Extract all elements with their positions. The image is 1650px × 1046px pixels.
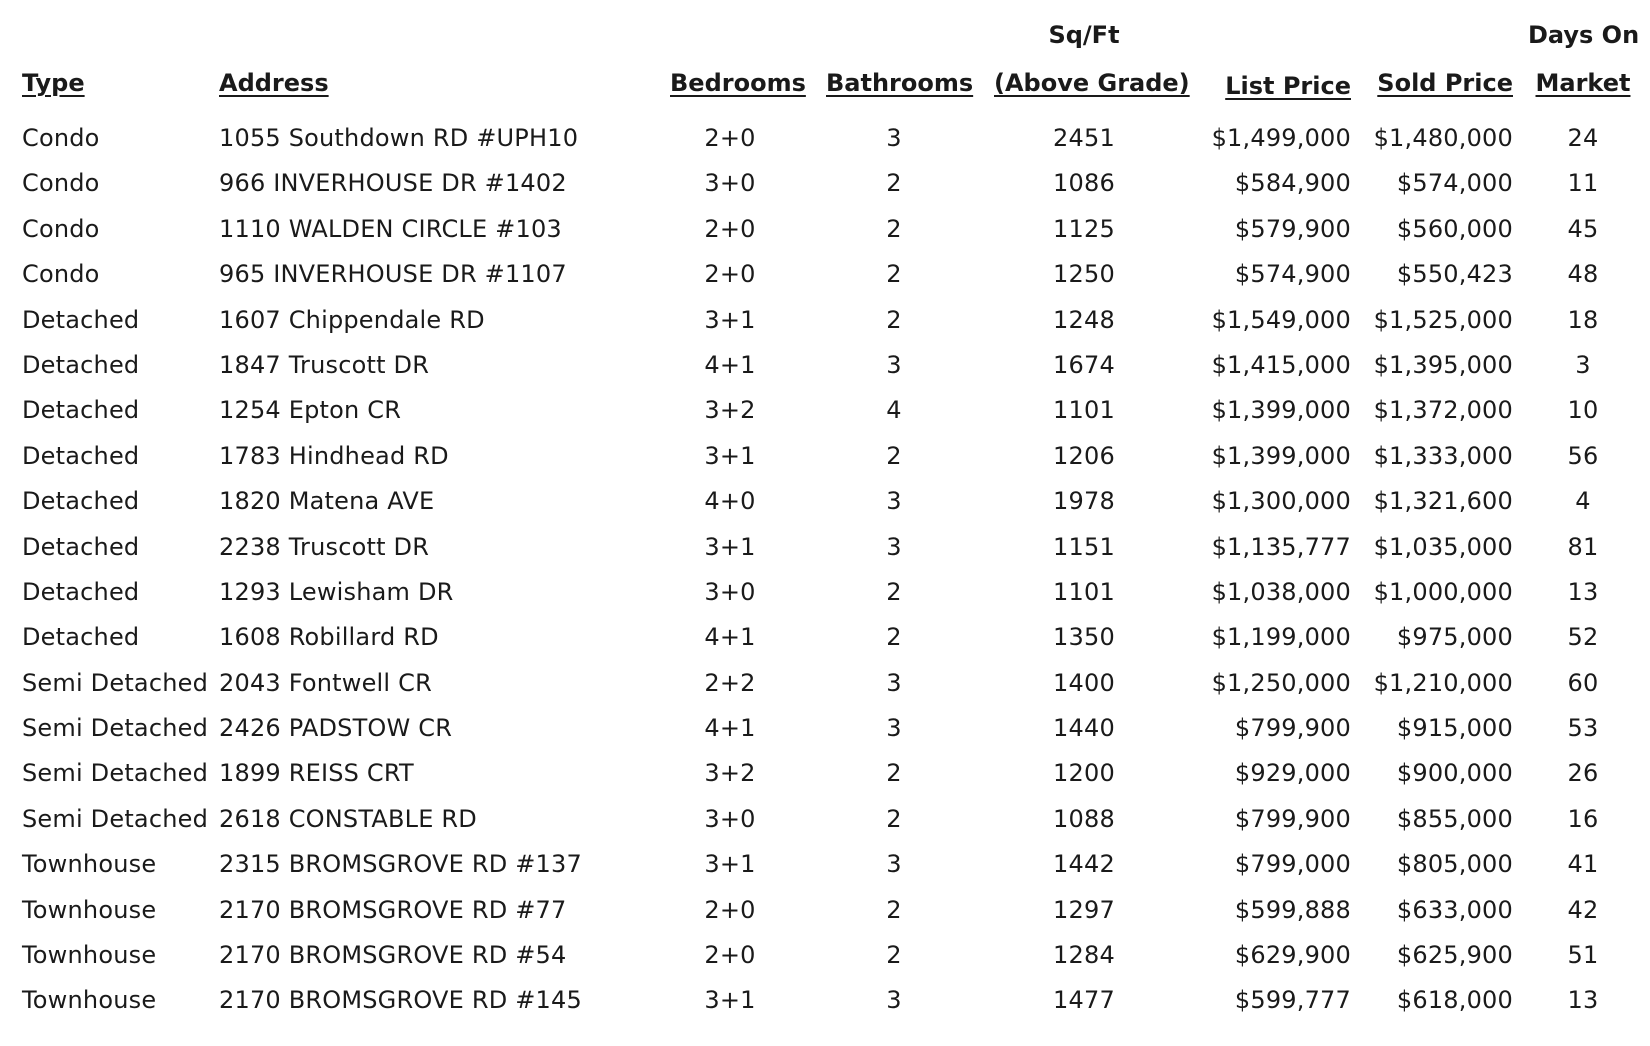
header-dom-line2: Market — [1535, 69, 1631, 97]
cell-list-price: $1,300,000 — [1211, 487, 1351, 516]
cell-list-price: $799,900 — [1234, 714, 1351, 743]
cell-bedrooms: 4+1 — [704, 714, 756, 743]
cell-bathrooms: 2 — [886, 804, 902, 833]
cell-address: 2043 Fontwell CR — [219, 668, 432, 697]
cell-bedrooms: 2+0 — [704, 895, 756, 924]
cell-address: 965 INVERHOUSE DR #1107 — [219, 260, 567, 289]
cell-bedrooms: 3+1 — [704, 532, 756, 561]
cell-bathrooms: 3 — [886, 350, 902, 379]
cell-sqft: 1442 — [1053, 850, 1115, 879]
table-row — [0, 207, 1650, 252]
header-sqft-line2: (Above Grade) — [994, 69, 1190, 97]
cell-days-on-market: 24 — [1567, 124, 1599, 152]
table-row — [0, 933, 1650, 978]
cell-sold-price: $560,000 — [1396, 214, 1513, 243]
cell-sold-price: $1,480,000 — [1373, 124, 1513, 152]
cell-sqft: 1250 — [1053, 260, 1115, 289]
cell-sqft: 1400 — [1053, 668, 1115, 697]
cell-sqft: 1151 — [1053, 532, 1115, 561]
cell-bedrooms: 2+0 — [704, 214, 756, 243]
cell-sold-price: $1,525,000 — [1373, 305, 1513, 334]
cell-sqft: 1088 — [1053, 804, 1115, 833]
cell-sold-price: $618,000 — [1396, 986, 1513, 1015]
cell-sold-price: $550,423 — [1396, 260, 1513, 289]
cell-type: Detached — [22, 487, 140, 516]
cell-bedrooms: 2+0 — [704, 260, 756, 289]
cell-sqft: 1284 — [1053, 941, 1115, 970]
cell-address: 2315 BROMSGROVE RD #137 — [219, 850, 582, 879]
header-address: Address — [219, 69, 329, 97]
cell-list-price: $1,499,000 — [1211, 124, 1351, 152]
header-sold-price: Sold Price — [1377, 69, 1513, 97]
cell-bathrooms: 3 — [886, 714, 902, 743]
cell-sold-price: $574,000 — [1396, 169, 1513, 198]
cell-bathrooms: 2 — [886, 895, 902, 924]
table-row — [0, 525, 1650, 570]
cell-list-price: $579,900 — [1234, 214, 1351, 243]
cell-address: 2170 BROMSGROVE RD #54 — [219, 941, 567, 970]
cell-type: Detached — [22, 350, 140, 379]
cell-list-price: $584,900 — [1234, 169, 1351, 198]
cell-bathrooms: 2 — [886, 441, 902, 470]
cell-list-price: $1,549,000 — [1211, 305, 1351, 334]
cell-address: 1847 Truscott DR — [219, 350, 430, 379]
cell-days-on-market: 13 — [1567, 986, 1599, 1015]
cell-bathrooms: 3 — [886, 532, 902, 561]
table-row — [0, 842, 1650, 887]
cell-sqft: 1101 — [1053, 396, 1115, 425]
cell-sold-price: $805,000 — [1396, 850, 1513, 879]
table-row — [0, 751, 1650, 796]
cell-bedrooms: 3+0 — [704, 804, 756, 833]
table-row — [0, 706, 1650, 751]
cell-days-on-market: 10 — [1567, 396, 1599, 425]
cell-sqft: 1125 — [1053, 214, 1115, 243]
cell-sold-price: $900,000 — [1396, 759, 1513, 788]
table-row — [0, 298, 1650, 343]
cell-sqft: 1674 — [1053, 350, 1115, 379]
cell-bedrooms: 4+1 — [704, 350, 756, 379]
cell-days-on-market: 18 — [1567, 305, 1599, 334]
cell-bedrooms: 2+2 — [704, 668, 756, 697]
cell-list-price: $799,900 — [1234, 804, 1351, 833]
cell-days-on-market: 81 — [1567, 532, 1599, 561]
cell-bathrooms: 3 — [886, 850, 902, 879]
cell-type: Condo — [22, 124, 100, 152]
cell-address: 1110 WALDEN CIRCLE #103 — [219, 214, 562, 243]
cell-sold-price: $1,000,000 — [1373, 577, 1513, 606]
header-list-price: List Price — [1225, 72, 1351, 100]
cell-bedrooms: 3+2 — [704, 759, 756, 788]
cell-list-price: $1,135,777 — [1211, 532, 1351, 561]
cell-days-on-market: 51 — [1567, 941, 1599, 970]
cell-days-on-market: 42 — [1567, 895, 1599, 924]
table-row — [0, 434, 1650, 479]
cell-bathrooms: 2 — [886, 941, 902, 970]
cell-bedrooms: 2+0 — [704, 941, 756, 970]
cell-bedrooms: 4+1 — [704, 623, 756, 652]
cell-bathrooms: 3 — [886, 986, 902, 1015]
cell-bathrooms: 2 — [886, 623, 902, 652]
cell-days-on-market: 4 — [1575, 487, 1591, 516]
cell-bedrooms: 3+1 — [704, 986, 756, 1015]
cell-type: Semi Detached — [22, 668, 209, 697]
cell-bedrooms: 3+2 — [704, 396, 756, 425]
cell-bathrooms: 2 — [886, 577, 902, 606]
cell-type: Detached — [22, 396, 140, 425]
cell-sold-price: $1,210,000 — [1373, 668, 1513, 697]
cell-bathrooms: 3 — [886, 124, 902, 152]
cell-sqft: 1297 — [1053, 895, 1115, 924]
cell-sold-price: $1,333,000 — [1373, 441, 1513, 470]
cell-list-price: $1,399,000 — [1211, 396, 1351, 425]
cell-list-price: $1,199,000 — [1211, 623, 1351, 652]
table-row — [0, 797, 1650, 842]
cell-bathrooms: 3 — [886, 487, 902, 516]
cell-type: Semi Detached — [22, 759, 209, 788]
cell-sold-price: $1,321,600 — [1373, 487, 1513, 516]
cell-days-on-market: 16 — [1567, 804, 1599, 833]
cell-bathrooms: 2 — [886, 305, 902, 334]
cell-type: Semi Detached — [22, 714, 209, 743]
cell-list-price: $599,777 — [1234, 986, 1351, 1015]
table-row — [0, 615, 1650, 660]
table-row — [0, 161, 1650, 206]
cell-address: 2426 PADSTOW CR — [219, 714, 453, 743]
header-bathrooms: Bathrooms — [826, 69, 974, 97]
table-body — [0, 116, 1650, 1024]
cell-bedrooms: 3+1 — [704, 441, 756, 470]
cell-sold-price: $625,900 — [1396, 941, 1513, 970]
cell-bedrooms: 3+0 — [704, 169, 756, 198]
cell-type: Detached — [22, 577, 140, 606]
table-row — [0, 661, 1650, 706]
cell-sqft: 1248 — [1053, 305, 1115, 334]
cell-sqft: 1206 — [1053, 441, 1115, 470]
cell-sqft: 1440 — [1053, 714, 1115, 743]
cell-type: Townhouse — [22, 986, 157, 1015]
cell-address: 2170 BROMSGROVE RD #77 — [219, 895, 567, 924]
cell-address: 1820 Matena AVE — [219, 487, 435, 516]
cell-address: 2618 CONSTABLE RD — [219, 804, 477, 833]
cell-list-price: $599,888 — [1234, 895, 1351, 924]
cell-sqft: 1200 — [1053, 759, 1115, 788]
cell-bathrooms: 2 — [886, 169, 902, 198]
cell-sqft: 1978 — [1053, 487, 1115, 516]
cell-type: Detached — [22, 441, 140, 470]
cell-sold-price: $975,000 — [1396, 623, 1513, 652]
cell-list-price: $1,399,000 — [1211, 441, 1351, 470]
cell-days-on-market: 48 — [1567, 260, 1599, 289]
header-bedrooms: Bedrooms — [670, 69, 806, 97]
cell-address: 1254 Epton CR — [219, 396, 402, 425]
cell-list-price: $1,038,000 — [1211, 577, 1351, 606]
cell-address: 1055 Southdown RD #UPH10 — [219, 124, 579, 152]
header-sqft-line1: Sq/Ft — [1048, 21, 1120, 49]
cell-bedrooms: 3+1 — [704, 850, 756, 879]
cell-address: 1899 REISS CRT — [219, 759, 414, 788]
cell-list-price: $1,250,000 — [1211, 668, 1351, 697]
cell-type: Townhouse — [22, 895, 157, 924]
cell-type: Condo — [22, 260, 100, 289]
cell-list-price: $1,415,000 — [1211, 350, 1351, 379]
cell-sqft: 1086 — [1053, 169, 1115, 198]
table-row — [0, 252, 1650, 297]
cell-sold-price: $1,395,000 — [1373, 350, 1513, 379]
cell-bathrooms: 2 — [886, 214, 902, 243]
cell-bathrooms: 4 — [886, 396, 902, 425]
cell-bedrooms: 3+1 — [704, 305, 756, 334]
cell-bathrooms: 2 — [886, 759, 902, 788]
cell-sold-price: $1,035,000 — [1373, 532, 1513, 561]
cell-days-on-market: 41 — [1567, 850, 1599, 879]
cell-days-on-market: 53 — [1567, 714, 1599, 743]
cell-bedrooms: 4+0 — [704, 487, 756, 516]
header-type: Type — [22, 69, 85, 97]
cell-type: Townhouse — [22, 850, 157, 879]
cell-type: Detached — [22, 623, 140, 652]
table-row — [0, 570, 1650, 615]
cell-type: Condo — [22, 169, 100, 198]
cell-address: 966 INVERHOUSE DR #1402 — [219, 169, 567, 198]
cell-days-on-market: 56 — [1567, 441, 1599, 470]
cell-address: 1783 Hindhead RD — [219, 441, 449, 470]
cell-sqft: 1477 — [1053, 986, 1115, 1015]
cell-bedrooms: 2+0 — [704, 124, 756, 152]
cell-address: 1608 Robillard RD — [219, 623, 439, 652]
cell-days-on-market: 11 — [1567, 169, 1599, 198]
cell-sqft: 1101 — [1053, 577, 1115, 606]
cell-bathrooms: 3 — [886, 668, 902, 697]
table-row — [0, 388, 1650, 433]
cell-list-price: $629,900 — [1234, 941, 1351, 970]
cell-sold-price: $1,372,000 — [1373, 396, 1513, 425]
cell-days-on-market: 45 — [1567, 214, 1599, 243]
cell-list-price: $929,000 — [1234, 759, 1351, 788]
table-row — [0, 978, 1650, 1023]
table-row — [0, 479, 1650, 524]
cell-type: Condo — [22, 214, 100, 243]
cell-days-on-market: 3 — [1575, 350, 1591, 379]
table-row — [0, 116, 1650, 161]
cell-address: 1293 Lewisham DR — [219, 577, 454, 606]
cell-sold-price: $855,000 — [1396, 804, 1513, 833]
cell-address: 2170 BROMSGROVE RD #145 — [219, 986, 582, 1015]
cell-days-on-market: 60 — [1567, 668, 1599, 697]
table-row — [0, 343, 1650, 388]
cell-type: Townhouse — [22, 941, 157, 970]
cell-bathrooms: 2 — [886, 260, 902, 289]
table-row — [0, 888, 1650, 933]
cell-days-on-market: 26 — [1567, 759, 1599, 788]
cell-type: Semi Detached — [22, 804, 209, 833]
cell-sqft: 1350 — [1053, 623, 1115, 652]
cell-days-on-market: 13 — [1567, 577, 1599, 606]
cell-address: 2238 Truscott DR — [219, 532, 430, 561]
cell-type: Detached — [22, 305, 140, 334]
cell-list-price: $799,000 — [1234, 850, 1351, 879]
cell-bedrooms: 3+0 — [704, 577, 756, 606]
cell-sold-price: $633,000 — [1396, 895, 1513, 924]
cell-list-price: $574,900 — [1234, 260, 1351, 289]
cell-address: 1607 Chippendale RD — [219, 305, 485, 334]
cell-sold-price: $915,000 — [1396, 714, 1513, 743]
cell-sqft: 2451 — [1053, 124, 1115, 152]
cell-type: Detached — [22, 532, 140, 561]
header-dom-line1: Days On — [1528, 21, 1640, 49]
cell-days-on-market: 52 — [1567, 623, 1599, 652]
